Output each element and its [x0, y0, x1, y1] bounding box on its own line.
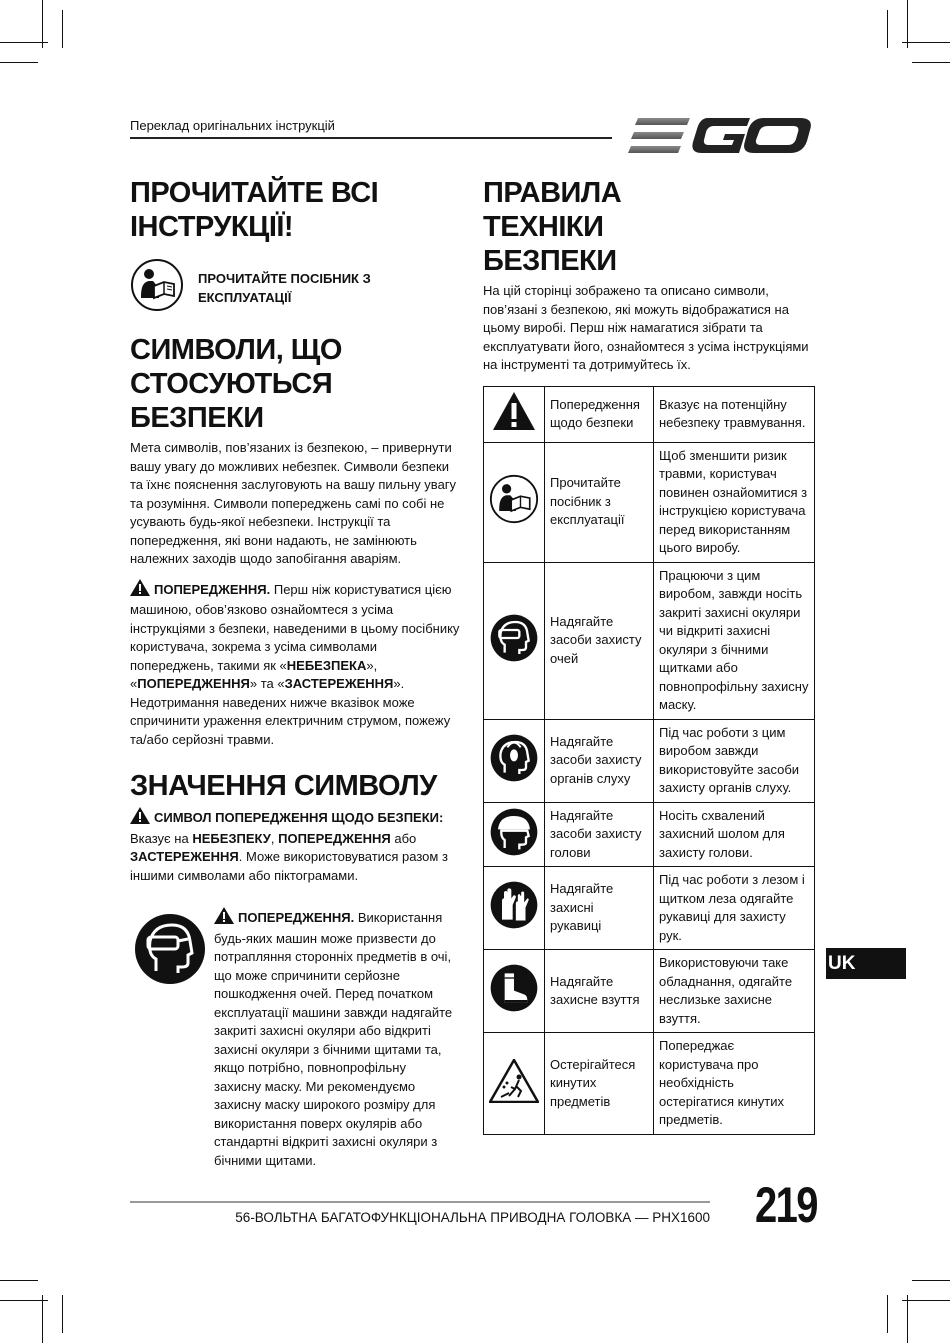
warning-text: Перш ніж користуватися цією машиною, обов’язково ознайомтеся з усіма інструкціями з безпеки, наведеними в цьому посібнику користувача, зокрема з усіма символами попереджень, такими як « — [130, 581, 460, 673]
gloves-icon — [490, 917, 538, 932]
crop-mark — [0, 1300, 48, 1301]
symbol-name: Остерігайтеся кинутих предметів — [545, 1033, 654, 1135]
safety-rules-intro: На цій сторінці зображено та описано символи, пов’язані з безпекою, які можуть відображатися на цьому виробі. Перш ніж намагатися зібрати та експлуатувати його, ознайомтеся з усіма інструкціями на інструменті та дотримуйтесь їх. — [483, 283, 809, 372]
crop-mark — [912, 62, 950, 63]
warning-text: » та « — [249, 676, 285, 691]
table-row — [484, 950, 815, 1033]
symbol-cell — [484, 1033, 545, 1135]
crop-mark — [42, 0, 43, 48]
crop-mark — [902, 1300, 950, 1301]
left-column — [130, 176, 460, 1170]
warning-text: », « — [130, 657, 378, 691]
right-column — [483, 176, 815, 1135]
symbol-name: Надягайте засоби захисту органів слуху — [545, 719, 654, 802]
symbol-cell — [484, 562, 545, 719]
table-row — [484, 442, 815, 562]
eye-warning-text — [214, 907, 454, 1170]
symbol-cell — [484, 802, 545, 867]
alert-text: , — [270, 830, 279, 846]
header-rule — [130, 137, 612, 139]
table-row — [484, 802, 815, 867]
symbol-description: Вказує на потенційну небезпеку травмування. — [654, 386, 815, 442]
hearing-protection-icon — [490, 770, 538, 785]
alert-symbol-paragraph — [130, 807, 460, 885]
warning-triangle-icon — [130, 579, 150, 602]
symbol-name: Попередження щодо безпеки — [545, 386, 654, 442]
language-tab: UK — [826, 948, 906, 979]
symbol-name: Прочитайте посібник з експлуатації — [545, 442, 654, 562]
read-manual-row — [130, 258, 460, 317]
warning-triangle-icon — [130, 807, 150, 830]
symbol-description: Попереджає користувача про необхідність остерігатися кинутих предметів. — [654, 1033, 815, 1135]
crop-mark — [62, 10, 63, 48]
crop-mark — [902, 42, 950, 43]
symbol-description: Носіть схвалений захисний шолом для захисту голови. — [654, 802, 815, 867]
safety-rules-title: ПРАВИЛА ТЕХНІКИ БЕЗПЕКИ — [483, 177, 622, 277]
symbol-cell — [484, 386, 545, 442]
footer-product: 56-ВОЛЬТНА БАГАТОФУНКЦІОНАЛЬНА ПРИВОДНА ГОЛОВКА — PHX1600 — [235, 1210, 710, 1225]
symbol-cell — [484, 442, 545, 562]
symbol-cell — [484, 867, 545, 950]
symbol-name: Надягайте засоби захисту голови — [545, 802, 654, 867]
alert-text: . Може використовуватися разом з іншими символами або піктограмами. — [130, 849, 448, 883]
warning-word: ПОПЕРЕДЖЕННЯ — [278, 830, 391, 846]
alert-text: або — [390, 830, 417, 846]
alert-text: Вказує на — [130, 830, 193, 846]
symbol-description: Під час роботи з лезом і щитком леза одягайте рукавиці для захисту рук. — [654, 867, 815, 950]
symbol-cell — [484, 950, 545, 1033]
symbol-description: Використовуючи таке обладнання, одягайте неслизьке захисне взуття. — [654, 950, 815, 1033]
crop-mark — [907, 0, 908, 48]
read-manual-icon — [130, 258, 184, 317]
warning-triangle-icon — [214, 907, 234, 930]
warning-paragraph-1 — [130, 579, 460, 750]
safety-symbols-text: Мета символів, пов’язаних із безпекою, – привернути вашу увагу до можливих небезпек. Символи безпеки та їхнє пояснення заслуговують на вашу пильну увагу та розуміння. Символи попереджень самі по собі не усувають будь-якої небезпеки. Інструкції та попередження, які вони надають, не замінюють належних заходів щодо запобігання аваріям. — [130, 440, 457, 566]
crop-mark — [887, 1295, 888, 1333]
danger-word: НЕБЕЗПЕКУ — [192, 830, 271, 846]
crop-mark — [0, 1280, 38, 1281]
eye-protection-icon — [134, 913, 206, 1170]
symbols-table — [483, 386, 815, 1135]
alert-symbol-label: СИМВОЛ ПОПЕРЕДЖЕННЯ ЩОДО БЕЗПЕКИ: — [154, 810, 444, 825]
table-row — [484, 562, 815, 719]
crop-mark — [887, 10, 888, 48]
caution-word: ЗАСТЕРЕЖЕННЯ — [284, 676, 394, 691]
page-number: 219 — [755, 1177, 817, 1233]
crop-mark — [912, 1280, 950, 1281]
warning-label: ПОПЕРЕДЖЕННЯ. — [238, 910, 355, 925]
symbol-name: Надягайте засоби захисту очей — [545, 562, 654, 719]
safety-boots-icon — [490, 1000, 538, 1015]
table-row — [484, 1033, 815, 1135]
table-row — [484, 719, 815, 802]
eye-protection-icon — [490, 650, 538, 665]
read-all-title: ПРОЧИТАЙТЕ ВСІ ІНСТРУКЦІЇ! — [130, 177, 379, 243]
warning-triangle-icon — [492, 419, 536, 434]
crop-mark — [42, 1295, 43, 1343]
symbol-name: Надягайте захисне взуття — [545, 950, 654, 1033]
ego-logo — [628, 114, 812, 163]
read-manual-label: ПРОЧИТАЙТЕ ПОСІБНИК З ЕКСПЛУАТАЦІЇ — [198, 270, 371, 305]
symbol-description: Щоб зменшити ризик травми, користувач повинен ознайомитися з інструкцією користувача перед використанням цього виробу. — [654, 442, 815, 562]
symbol-description: Працюючи з цим виробом, завжди носіть закриті захисні окуляри чи відкриті захисні окуляри з бічними щитками або повнопрофільну захисну маску. — [654, 562, 815, 719]
symbol-name: Надягайте захисні рукавиці — [545, 867, 654, 950]
warning-label: ПОПЕРЕДЖЕННЯ. — [154, 581, 271, 597]
eye-warning-block — [130, 907, 460, 1170]
table-row — [484, 386, 815, 442]
symbol-cell — [484, 719, 545, 802]
crop-mark — [907, 1295, 908, 1343]
read-manual-icon — [489, 512, 539, 527]
head-protection-icon — [490, 844, 538, 859]
footer-rule — [130, 1201, 710, 1203]
crop-mark — [0, 42, 48, 43]
symbol-description: Під час роботи з цим виробом завжди використовуйте засоби захисту органів слуху. — [654, 719, 815, 802]
safety-symbols-title: СИМВОЛИ, ЩО СТОСУЮТЬСЯ БЕЗПЕКИ — [130, 334, 342, 434]
warning-text: Використання будь-яких машин може призвести до потрапляння сторонніх предметів в очі, що може спричинити серйозне пошкодження очей. Перед початком експлуатації машини завжди надягайте закриті захисні окуляри або відкриті захисні окуляри з бічними щитами та, якщо потрібно, повнопрофільну захисну маску. Ми рекомендуємо захисну маску широкого розміру для використання поверх окулярів або стандартні відкриті захисні окуляри з бічними щитами. — [214, 910, 453, 1168]
translation-note: Переклад оригінальних інструкцій — [130, 118, 335, 133]
thrown-objects-icon — [489, 1091, 539, 1106]
symbol-meaning-title: ЗНАЧЕННЯ СИМВОЛУ — [130, 770, 437, 802]
caution-word: ЗАСТЕРЕЖЕННЯ — [130, 849, 239, 864]
warning-word: ПОПЕРЕДЖЕННЯ — [137, 676, 250, 691]
crop-mark — [0, 62, 38, 63]
danger-word: НЕБЕЗПЕКА — [286, 657, 367, 673]
crop-mark — [62, 1295, 63, 1333]
warning-text: ». Недотримання наведених нижче вказівок може спричинити ураження електричним струмом, пожежу та/або серйозні травми. — [130, 676, 451, 747]
table-row — [484, 867, 815, 950]
